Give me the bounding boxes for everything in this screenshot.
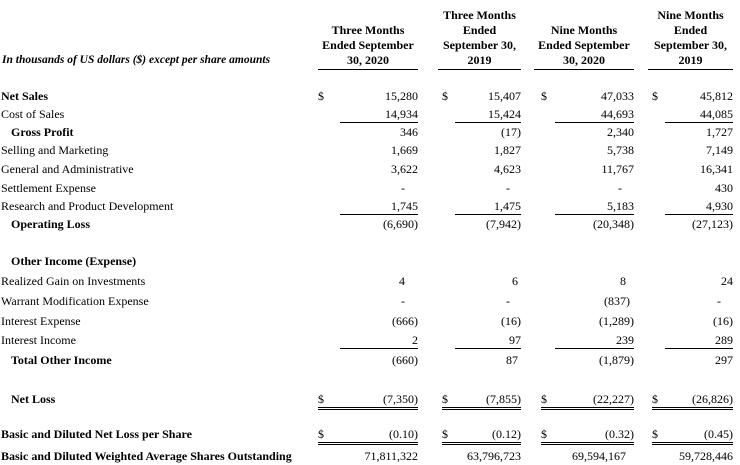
- row-label-settlement: Settlement Expense: [1, 181, 96, 195]
- cell-interest-income-9m-2020: 239: [555, 333, 634, 349]
- cell-cost-of-sales-9m-2019: 44,085: [665, 107, 733, 123]
- cell-research-9m-2020: 5,183: [555, 199, 634, 215]
- cell-cost-of-sales-9m-2020: 44,693: [555, 107, 634, 123]
- cell-general-admin-9m-2019: 16,341: [700, 162, 733, 176]
- cell-gross-profit-9m-2020: 2,340: [607, 125, 634, 139]
- cell-weighted-shares-9m-2020: 69,594,167: [572, 449, 626, 463]
- cell-interest-expense-9m-2019: (16): [713, 314, 733, 328]
- cell-cost-of-sales-3m-2020: 14,934: [340, 107, 418, 123]
- dollar-sign: $: [541, 427, 555, 445]
- row-label-interest-expense: Interest Expense: [1, 314, 81, 328]
- cell-interest-expense-3m-2020: (666): [392, 314, 418, 328]
- dollar-sign: $: [318, 392, 340, 410]
- cell-total-other-9m-2019: 297: [715, 353, 733, 367]
- cell-realized-gain-3m-2019: 6: [512, 274, 518, 288]
- cell-interest-expense-3m-2019: (16): [501, 314, 521, 328]
- dollar-sign: $: [442, 89, 448, 103]
- cell-loss-per-share-3m-2019: (0.12): [455, 427, 521, 445]
- row-label-interest-income: Interest Income: [1, 333, 76, 347]
- row-label-operating-loss: Operating Loss: [11, 217, 91, 231]
- cell-warrant-3m-2020: -: [401, 294, 405, 308]
- row-label-realized-gain: Realized Gain on Investments: [1, 274, 146, 288]
- cell-selling-marketing-3m-2019: 1,827: [494, 143, 521, 157]
- cell-net-sales-9m-2019: 45,812: [700, 89, 733, 103]
- cell-realized-gain-9m-2019: 24: [721, 274, 733, 288]
- cell-loss-per-share-9m-2019: (0.45): [665, 427, 733, 445]
- cell-net-sales-3m-2019: 15,407: [488, 89, 521, 103]
- cell-weighted-shares-3m-2019: 63,796,723: [467, 449, 521, 463]
- cell-net-loss-9m-2019: (26,826): [665, 392, 733, 410]
- cell-interest-income-9m-2019: 289: [665, 333, 733, 349]
- cell-interest-expense-9m-2020: (1,289): [599, 314, 634, 328]
- cell-gross-profit-9m-2019: 1,727: [706, 125, 733, 139]
- cell-selling-marketing-9m-2020: 5,738: [607, 143, 634, 157]
- cell-research-9m-2019: 4,930: [665, 199, 733, 215]
- dollar-sign: $: [652, 89, 658, 103]
- cell-general-admin-9m-2020: 11,767: [601, 162, 634, 176]
- row-label-weighted-shares: Basic and Diluted Weighted Average Shares Outstanding: [1, 449, 292, 463]
- cell-net-loss-9m-2020: (22,227): [555, 392, 634, 410]
- cell-net-loss-3m-2019: (7,855): [455, 392, 521, 410]
- cell-settlement-3m-2019: -: [506, 181, 510, 195]
- cell-general-admin-3m-2020: 3,622: [391, 162, 418, 176]
- cell-net-loss-3m-2020: (7,350): [340, 392, 418, 410]
- row-label-net-loss: Net Loss: [11, 392, 56, 406]
- dollar-sign: $: [318, 427, 340, 445]
- cell-gross-profit-3m-2019: (17): [501, 125, 521, 139]
- cell-operating-loss-3m-2020: (6,690): [383, 217, 418, 231]
- cell-general-admin-3m-2019: 4,623: [494, 162, 521, 176]
- row-label-loss-per-share: Basic and Diluted Net Loss per Share: [1, 427, 192, 441]
- cell-selling-marketing-9m-2019: 7,149: [706, 143, 733, 157]
- row-label-net-sales: Net Sales: [1, 89, 48, 103]
- dollar-sign: $: [652, 392, 665, 410]
- cell-total-other-9m-2020: (1,879): [599, 353, 634, 367]
- dollar-sign: $: [652, 427, 665, 445]
- cell-settlement-9m-2019: 430: [715, 181, 733, 195]
- cell-operating-loss-9m-2019: (27,123): [692, 217, 733, 231]
- cell-total-other-3m-2020: (660): [392, 353, 418, 367]
- cell-gross-profit-3m-2020: 346: [400, 125, 418, 139]
- cell-cost-of-sales-3m-2019: 15,424: [455, 107, 521, 123]
- section-heading-other-income: Other Income (Expense): [11, 254, 137, 268]
- row-label-gross-profit: Gross Profit: [11, 125, 74, 139]
- cell-warrant-9m-2020: (837): [604, 294, 630, 308]
- row-label-selling-marketing: Selling and Marketing: [1, 143, 109, 157]
- column-header-3m-2020: Three Months Ended September 30, 2020: [318, 23, 418, 70]
- cell-loss-per-share-3m-2020: (0.10): [340, 427, 418, 445]
- cell-warrant-9m-2019: -: [717, 294, 721, 308]
- column-header-9m-2019: Nine Months Ended September 30, 2019: [648, 8, 733, 70]
- cell-selling-marketing-3m-2020: 1,669: [391, 143, 418, 157]
- dollar-sign: $: [541, 392, 555, 410]
- cell-interest-income-3m-2019: 97: [455, 333, 521, 349]
- cell-realized-gain-9m-2020: 8: [620, 274, 626, 288]
- cell-net-sales-9m-2020: 47,033: [601, 89, 634, 103]
- cell-net-sales-3m-2020: 15,280: [385, 89, 418, 103]
- row-label-total-other-income: Total Other Income: [11, 353, 112, 367]
- cell-settlement-9m-2020: -: [618, 181, 622, 195]
- column-header-3m-2019: Three Months Ended September 30, 2019: [438, 8, 521, 70]
- cell-weighted-shares-3m-2020: 71,811,322: [364, 449, 418, 463]
- cell-settlement-3m-2020: -: [401, 181, 405, 195]
- cell-operating-loss-9m-2020: (20,348): [593, 217, 634, 231]
- dollar-sign: $: [442, 392, 455, 410]
- units-caption: In thousands of US dollars ($) except per share amounts: [2, 54, 271, 66]
- dollar-sign: $: [442, 427, 455, 445]
- cell-realized-gain-3m-2020: 4: [399, 274, 405, 288]
- dollar-sign: $: [541, 89, 547, 103]
- cell-research-3m-2020: 1,745: [340, 199, 418, 215]
- row-label-general-admin: General and Administrative: [1, 162, 134, 176]
- cell-weighted-shares-9m-2019: 59,728,446: [679, 449, 733, 463]
- cell-warrant-3m-2019: -: [506, 294, 510, 308]
- cell-loss-per-share-9m-2020: (0.32): [555, 427, 634, 445]
- column-header-9m-2020: Nine Months Ended September 30, 2020: [534, 23, 634, 70]
- cell-operating-loss-3m-2019: (7,942): [486, 217, 521, 231]
- row-label-warrant: Warrant Modification Expense: [1, 294, 149, 308]
- dollar-sign: $: [318, 89, 324, 103]
- row-label-research: Research and Product Development: [1, 199, 174, 213]
- row-label-cost-of-sales: Cost of Sales: [1, 107, 65, 121]
- cell-total-other-3m-2019: 87: [506, 353, 518, 367]
- cell-interest-income-3m-2020: 2: [340, 333, 418, 349]
- cell-research-3m-2019: 1,475: [455, 199, 521, 215]
